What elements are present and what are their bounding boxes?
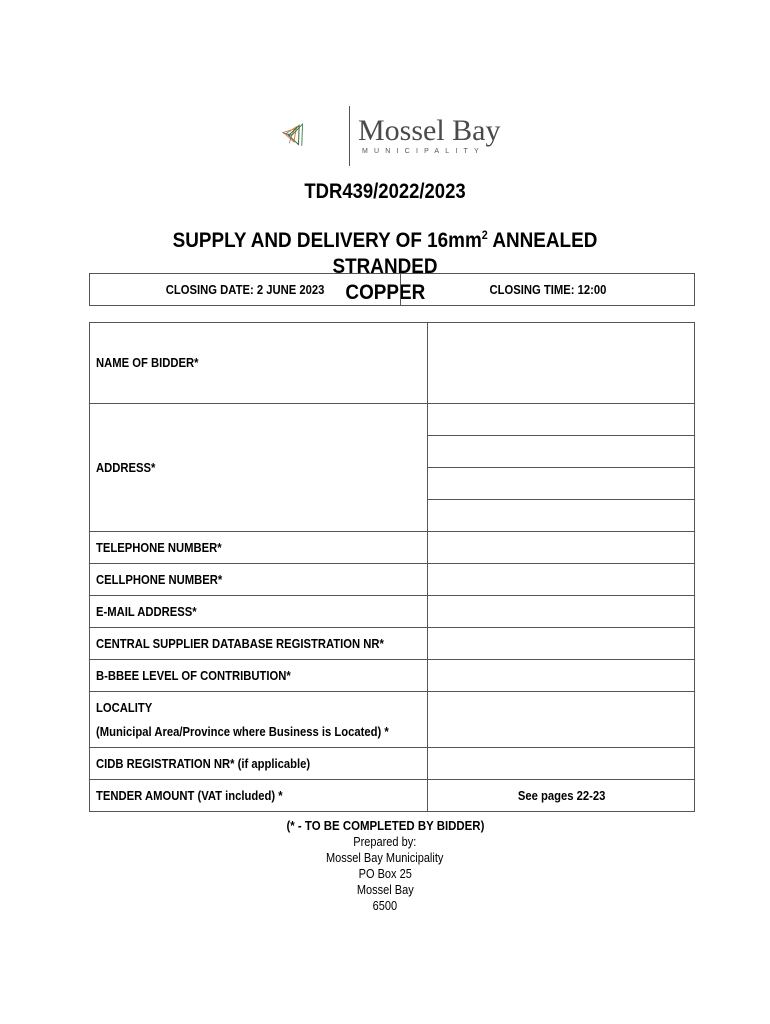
logo-divider [349,106,350,166]
address-label: ADDRESS* [96,460,156,475]
address-line-2-field[interactable] [428,436,695,468]
address-label-cell [90,404,428,532]
csd-field[interactable] [428,628,695,660]
tender-amount-label-cell [90,780,428,812]
closing-time: CLOSING TIME: 12:00 [489,282,606,297]
locality-label: LOCALITY [96,700,153,715]
bbbee-label: B-BBEE LEVEL OF CONTRIBUTION* [96,668,291,683]
bbbee-label-cell [90,660,428,692]
closing-table [89,273,695,306]
cidb-label-cell [90,748,428,780]
po-box-wrap [0,867,770,881]
locality-label-cell [90,692,428,748]
bidder-details-table [89,322,695,812]
logo-mark-icon [282,98,352,172]
telephone-field[interactable] [428,532,695,564]
address-line-4-field[interactable] [428,500,695,532]
town-wrap [0,883,770,897]
bbbee-field[interactable] [428,660,695,692]
locality-sublabel: (Municipal Area/Province where Business is Located) * [96,724,389,739]
closing-date-cell [90,274,401,306]
postal-code: 6500 [372,899,398,913]
email-label-cell [90,596,428,628]
name-of-bidder-label: NAME OF BIDDER* [96,356,199,370]
title-line1: SUPPLY AND DELIVERY OF 16mm [172,229,482,252]
address-line-3-field[interactable] [428,468,695,500]
name-of-bidder-label-cell [90,323,428,404]
cellphone-label: CELLPHONE NUMBER* [96,572,223,587]
csd-label: CENTRAL SUPPLIER DATABASE REGISTRATION NR* [96,636,384,651]
org-name-wrap [0,851,770,865]
cellphone-label-cell [90,564,428,596]
address-line-1-field[interactable] [428,404,695,436]
telephone-label: TELEPHONE NUMBER* [96,540,222,555]
email-field[interactable] [428,596,695,628]
title-superscript: 2 [481,228,488,242]
completion-note: (* - TO BE COMPLETED BY BIDDER) [286,818,484,833]
cellphone-field[interactable] [428,564,695,596]
closing-date: CLOSING DATE: 2 JUNE 2023 [165,282,325,297]
po-box: PO Box 25 [358,867,412,881]
postal-code-wrap [0,899,770,913]
email-label: E-MAIL ADDRESS* [96,604,197,619]
title-line2: COPPER [345,281,425,304]
name-of-bidder-field[interactable] [428,323,695,404]
org-name: Mossel Bay Municipality [326,851,444,865]
cidb-field[interactable] [428,748,695,780]
logo-name: Mossel Bay [358,114,501,147]
closing-time-cell [401,274,695,306]
tender-number: TDR439/2022/2023 [304,180,466,203]
tender-amount-value: See pages 22-23 [517,788,605,803]
completion-note-wrap [0,818,770,833]
prepared-by-wrap [0,835,770,849]
cidb-label: CIDB REGISTRATION NR* (if applicable) [96,756,311,771]
tender-amount-label: TENDER AMOUNT (VAT included) * [96,788,283,803]
telephone-label-cell [90,532,428,564]
town: Mossel Bay [356,883,414,897]
tender-amount-cell [428,780,695,812]
locality-field[interactable] [428,692,695,748]
csd-label-cell [90,628,428,660]
title-line1-end: ANNEALED STRANDED [332,229,598,278]
logo-subtitle: MUNICIPALITY [362,148,485,155]
prepared-by: Prepared by: [353,835,417,849]
